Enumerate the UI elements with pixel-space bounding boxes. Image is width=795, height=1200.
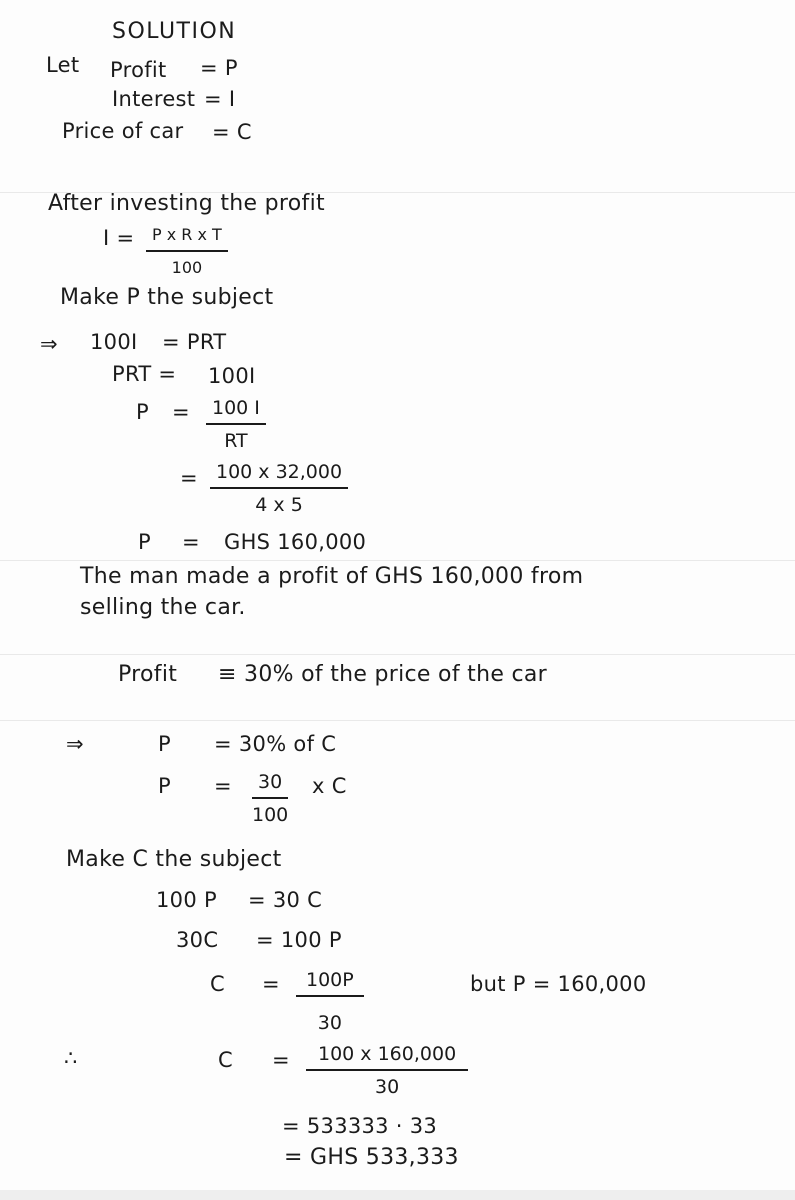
interest-formula-lhs: I = xyxy=(103,226,135,250)
eq-lhs: P xyxy=(158,732,171,756)
fraction-denominator: 100 xyxy=(252,804,289,826)
eq-rhs: = 100 P xyxy=(256,928,342,952)
ruled-line xyxy=(0,720,795,721)
eq-lhs: 30C xyxy=(176,928,219,952)
multiply-c: x C xyxy=(312,774,347,798)
step1-heading: After investing the profit xyxy=(48,191,325,216)
equals-sign: = xyxy=(172,400,190,424)
therefore-symbol: ∴ xyxy=(64,1046,78,1070)
profit-statement-cont: selling the car. xyxy=(80,595,246,620)
ruled-line xyxy=(0,560,795,561)
fraction-numerator: 30 xyxy=(252,770,288,799)
substitution-fraction xyxy=(210,460,348,517)
fraction-denominator: 4 x 5 xyxy=(255,494,303,516)
equals-sign: = xyxy=(262,972,280,996)
eq-rhs: = 30% of C xyxy=(214,732,337,756)
fraction-numerator: 100P xyxy=(296,968,364,997)
equals-sign: = xyxy=(214,774,232,798)
equals-sign: = xyxy=(180,466,198,490)
p-fraction xyxy=(206,396,266,453)
eq-rhs: 100I xyxy=(208,364,256,388)
make-c-subject: Make C the subject xyxy=(66,847,282,872)
equals-sign: = xyxy=(272,1048,290,1072)
make-p-subject: Make P the subject xyxy=(60,285,274,310)
fraction-numerator: 100 I xyxy=(206,396,266,425)
eq-rhs: = PRT xyxy=(162,330,227,354)
eq-lhs: C xyxy=(210,972,225,996)
c-fraction xyxy=(296,968,364,1035)
eq-lhs: P xyxy=(136,400,149,424)
eq-lhs: 100 P xyxy=(156,888,217,912)
implies-arrow: ⇒ xyxy=(40,332,58,356)
price-label: Price of car xyxy=(62,119,184,143)
profit-symbol: = P xyxy=(200,56,238,80)
interest-formula-fraction xyxy=(146,223,228,280)
final-fraction xyxy=(306,1042,468,1099)
fraction-denominator: 100 xyxy=(171,258,203,277)
profit-label: Profit xyxy=(110,58,167,82)
ruled-line xyxy=(0,654,795,655)
decimal-result: = 533333 · 33 xyxy=(282,1114,438,1138)
profit-statement: The man made a profit of GHS 160,000 from xyxy=(80,564,584,589)
profit-result: GHS 160,000 xyxy=(224,530,367,554)
profit-relation-lhs: Profit xyxy=(118,662,178,687)
fraction-denominator: 30 xyxy=(317,1012,342,1034)
fraction-numerator: P x R x T xyxy=(146,223,228,252)
fraction-denominator: 30 xyxy=(374,1076,400,1098)
fraction-denominator: RT xyxy=(224,430,248,452)
solution-heading: SOLUTION xyxy=(112,19,237,44)
fraction-numerator: 100 x 32,000 xyxy=(210,460,348,489)
interest-symbol: = I xyxy=(204,87,236,111)
implies-arrow: ⇒ xyxy=(66,732,84,756)
price-symbol: = C xyxy=(212,120,252,144)
eq-lhs: P xyxy=(158,774,171,798)
interest-label: Interest xyxy=(112,87,196,111)
eq-lhs: PRT = xyxy=(112,362,177,386)
equals-sign: = xyxy=(182,530,200,554)
final-answer: = GHS 533,333 xyxy=(284,1145,459,1170)
result-lhs: P xyxy=(138,530,151,554)
profit-relation-rhs: ≡ 30% of the price of the car xyxy=(218,662,547,687)
eq-lhs: C xyxy=(218,1048,233,1072)
substitution-note: but P = 160,000 xyxy=(470,972,647,996)
eq-rhs: = 30 C xyxy=(248,888,323,912)
fraction-numerator: 100 x 160,000 xyxy=(306,1042,468,1071)
eq-lhs: 100I xyxy=(90,330,138,354)
let-word: Let xyxy=(46,53,80,77)
page-footer-strip xyxy=(0,1190,795,1200)
percent-fraction xyxy=(252,770,288,827)
